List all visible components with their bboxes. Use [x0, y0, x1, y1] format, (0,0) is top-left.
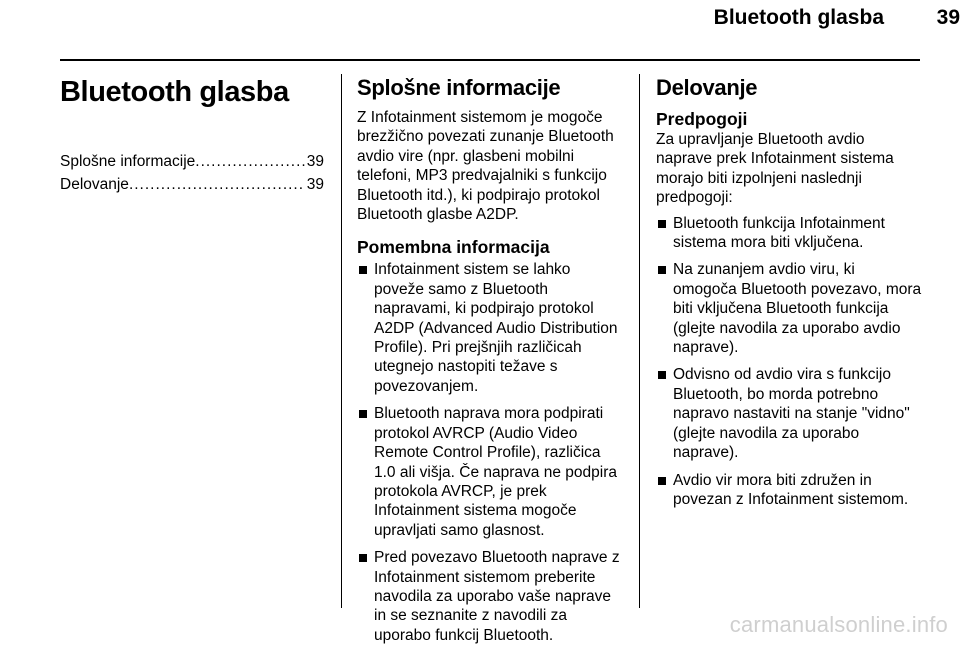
list-item — [656, 365, 922, 462]
list-item-text: Odvisno od avdio vira s funkcijo Bluetooth, bo morda potrebno napravo nastaviti na stanje "vidno" (glejte navodila za uporabo naprave). — [673, 366, 910, 462]
list-item-text: Infotainment sistem se lahko poveže samo z Bluetooth napravami, ki podpirajo protokol A2DP (Advanced Audio Distribution Profile). Pri prejšnjih različicah utegnejo nastopiti težave s povezovanjem. — [374, 261, 618, 395]
general-info-column — [357, 74, 623, 653]
header-page-number: 39 — [936, 6, 960, 29]
list-item — [656, 260, 922, 357]
header-title: Bluetooth glasba — [713, 6, 884, 29]
watermark: carmanualsonline.info — [729, 612, 948, 637]
toc-entry-label: Delovanje — [60, 176, 129, 193]
important-info-list — [357, 260, 623, 645]
list-item — [357, 404, 623, 540]
header-rule — [60, 59, 920, 61]
toc-leader-dots — [195, 150, 304, 173]
toc-entry-label: Splošne informacije — [60, 153, 196, 170]
toc-leader-dots — [129, 173, 305, 196]
list-item-text: Bluetooth funkcija Infotainment sistema mora biti vključena. — [673, 214, 885, 252]
bullet-square-icon — [359, 410, 367, 418]
bullet-square-icon — [658, 220, 666, 228]
chapter-title: Bluetooth glasba — [60, 76, 289, 108]
prerequisites-list — [656, 214, 922, 510]
bullet-square-icon — [658, 266, 666, 274]
prerequisites-intro: Za upravljanje Bluetooth avdio naprave prek Infotainment sistema morajo biti izpolnjeni naslednji predpogoji: — [656, 131, 894, 207]
list-item-text: Pred povezavo Bluetooth naprave z Infotainment sistemom preberite navodila za uporabo vaše naprave in se seznanite z navodili za uporabo funkcij Bluetooth. — [374, 549, 620, 644]
bullet-square-icon — [359, 266, 367, 274]
list-item — [357, 260, 623, 396]
important-info-heading: Pomembna informacija — [357, 237, 550, 258]
prerequisites-heading: Predpogoji — [656, 109, 748, 129]
bullet-square-icon — [658, 371, 666, 379]
bullet-square-icon — [658, 477, 666, 485]
list-item — [656, 471, 922, 510]
list-item-text: Avdio vir mora biti združen in povezan z Infotainment sistemom. — [673, 471, 909, 508]
list-item-text: Na zunanjem avdio viru, ki omogoča Bluetooth povezavo, mora biti vključena Bluetooth funkcija (glejte navodila za uporabo avdio naprave). — [673, 261, 922, 357]
operation-column — [656, 74, 922, 517]
toc-entry-page: 39 — [306, 153, 324, 170]
bullet-square-icon — [359, 554, 367, 562]
table-of-contents — [60, 150, 324, 196]
list-item — [656, 214, 922, 253]
general-info-heading: Splošne informacije — [357, 75, 561, 100]
column-divider-1 — [341, 74, 342, 608]
list-item-text: Bluetooth naprava mora podpirati protokol AVRCP (Audio Video Remote Control Profile), različica 1.0 ali višja. Če naprava ne podpira protokola AVRCP, je prek Infotainment sistema mogoče upravljati samo glasnost. — [374, 405, 617, 539]
toc-entry-page: 39 — [306, 176, 324, 193]
toc-entry[interactable] — [60, 173, 324, 196]
toc-entry[interactable] — [60, 150, 324, 173]
list-item — [357, 548, 623, 645]
general-info-intro: Z Infotainment sistemom je mogoče brezžično povezati zunanje Bluetooth avdio vire (npr. glasbeni mobilni telefoni, MP3 predvajalniki s funkcijo Bluetooth itd.), ki podpirajo protokol Bluetooth glasbe A2DP. — [357, 109, 614, 224]
chapter-column — [60, 74, 324, 196]
operation-heading: Delovanje — [656, 75, 758, 100]
column-divider-2 — [639, 74, 640, 608]
